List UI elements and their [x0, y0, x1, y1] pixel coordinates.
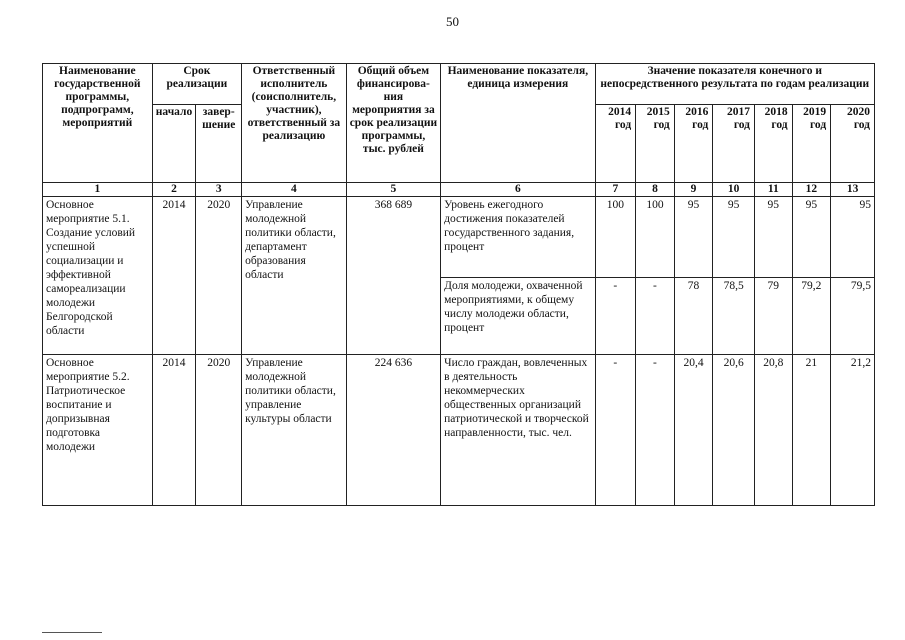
indicator-value: - [636, 355, 675, 506]
responsible: Управление молодежной политики области, управление культуры области [242, 355, 347, 506]
indicator-value: - [595, 278, 636, 355]
header-values: Значение показателя конечного и непосредственного результата по годам реализации [595, 64, 874, 105]
header-year: 2016 год [674, 105, 713, 183]
end-year: 2020 [196, 355, 242, 506]
indicator-value: 21 [792, 355, 831, 506]
indicator-value: 95 [831, 197, 875, 278]
header-year: 2020 год [831, 105, 875, 183]
header-period: Срок реализации [152, 64, 241, 105]
responsible: Управление молодежной политики области, департамент образования области [242, 197, 347, 355]
indicator-value: 95 [713, 197, 755, 278]
header-funding: Общий объем финансирова-ния мероприятия за срок реализации программы, тыс. рублей [346, 64, 440, 183]
header-end: завер-шение [196, 105, 242, 183]
column-number: 7 [595, 183, 636, 197]
table-row [43, 355, 875, 506]
column-number: 1 [43, 183, 153, 197]
header-row-1 [43, 64, 875, 105]
column-number: 11 [754, 183, 792, 197]
column-number: 5 [346, 183, 440, 197]
column-number: 8 [636, 183, 675, 197]
column-number: 13 [831, 183, 875, 197]
indicator-value: 78 [674, 278, 713, 355]
indicator-value: 79 [754, 278, 792, 355]
column-number-row [43, 183, 875, 197]
header-year: 2014 год [595, 105, 636, 183]
header-year: 2019 год [792, 105, 831, 183]
indicator-value: - [636, 278, 675, 355]
end-year: 2020 [196, 197, 242, 355]
indicator-value: 100 [636, 197, 675, 278]
column-number: 6 [441, 183, 595, 197]
indicator-value: 95 [792, 197, 831, 278]
indicator-value: 78,5 [713, 278, 755, 355]
funding: 368 689 [346, 197, 440, 355]
start-year: 2014 [152, 355, 196, 506]
indicator-name: Число граждан, вовлеченных в деятельность некоммерческих общественных организаций патриотической и творческой направленности, тыс. чел. [441, 355, 595, 506]
indicator-value: 20,6 [713, 355, 755, 506]
column-number: 4 [242, 183, 347, 197]
header-year: 2015 год [636, 105, 675, 183]
indicator-value: 20,4 [674, 355, 713, 506]
indicator-value: 79,5 [831, 278, 875, 355]
column-number: 2 [152, 183, 196, 197]
indicator-name: Доля молодежи, охваченной мероприятиями, к общему числу молодежи области, процент [441, 278, 595, 355]
header-indicator: Наименование показателя, единица измерения [441, 64, 595, 183]
header-program-name: Наименование государственной программы, подпрограмм, мероприятий [43, 64, 153, 183]
column-number: 10 [713, 183, 755, 197]
indicator-value: 79,2 [792, 278, 831, 355]
indicator-value: 20,8 [754, 355, 792, 506]
header-year: 2018 год [754, 105, 792, 183]
indicator-name: Уровень ежегодного достижения показателей государственного задания, процент [441, 197, 595, 278]
indicator-value: 21,2 [831, 355, 875, 506]
program-name: Основное мероприятие 5.2. Патриотическое воспитание и допризывная подготовка молодежи [43, 355, 153, 506]
indicator-value: 95 [674, 197, 713, 278]
program-table [42, 63, 875, 506]
footer-divider [42, 632, 102, 633]
indicator-value: - [595, 355, 636, 506]
table-row [43, 197, 875, 278]
funding: 224 636 [346, 355, 440, 506]
indicator-value: 100 [595, 197, 636, 278]
column-number: 9 [674, 183, 713, 197]
program-name: Основное мероприятие 5.1. Создание условий успешной социализации и эффективной самореализации молодежи Белгородской области [43, 197, 153, 355]
start-year: 2014 [152, 197, 196, 355]
header-year: 2017 год [713, 105, 755, 183]
header-responsible: Ответственный исполнитель (соисполнитель, участник), ответственный за реализацию [242, 64, 347, 183]
column-number: 3 [196, 183, 242, 197]
header-start: начало [152, 105, 196, 183]
column-number: 12 [792, 183, 831, 197]
page-number: 50 [446, 14, 459, 29]
indicator-value: 95 [754, 197, 792, 278]
